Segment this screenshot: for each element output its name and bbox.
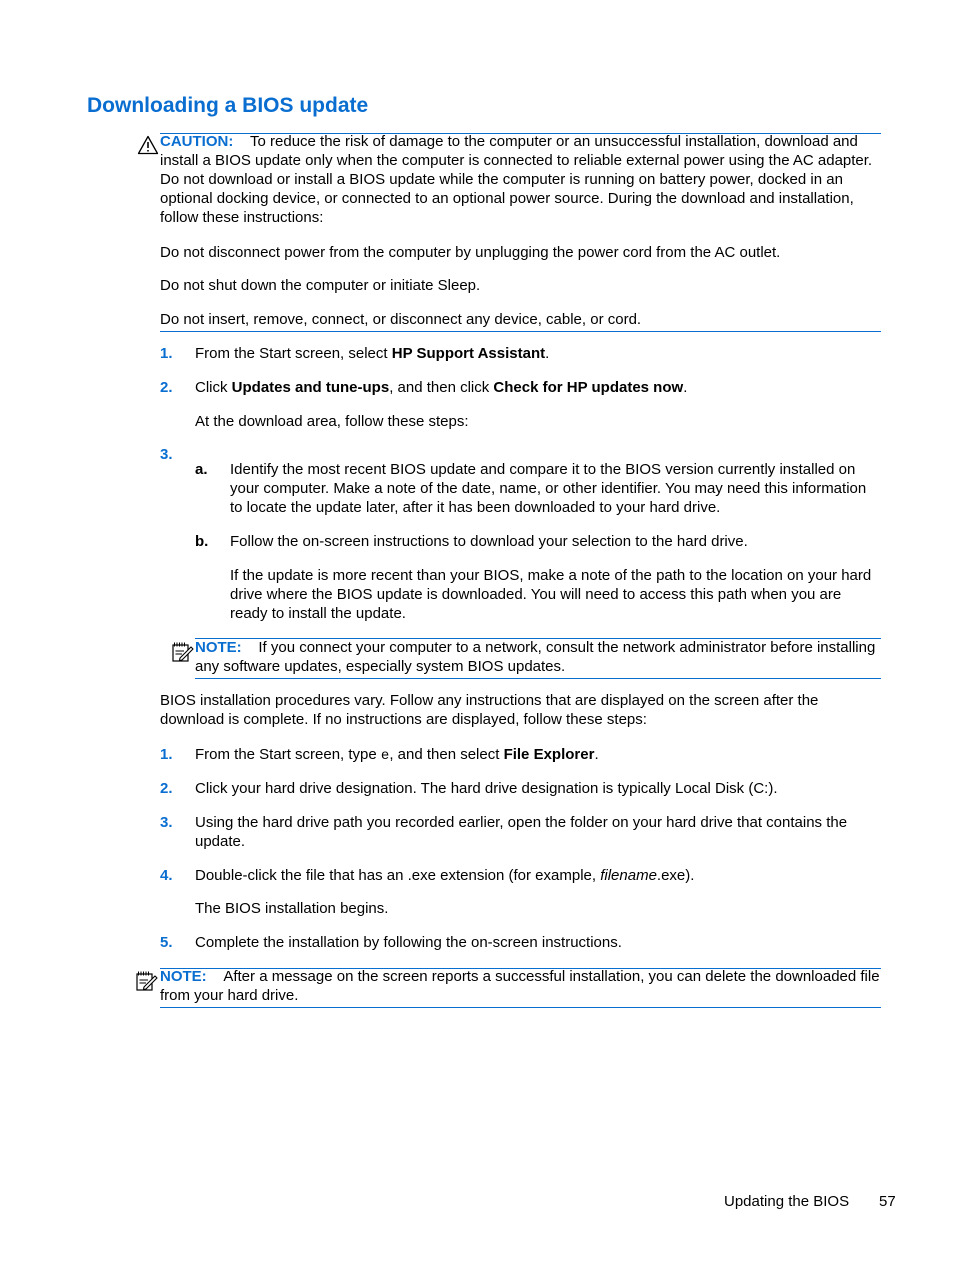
install-step1-post: .: [594, 746, 599, 763]
step2-note: At the download area, follow these steps:: [195, 413, 469, 430]
install-step3-text: Using the hard drive path you recorded earlier, open the folder on your hard drive that contains the update.: [195, 814, 848, 850]
step3-number: 3.: [160, 446, 173, 463]
typed-key: e: [380, 748, 390, 764]
step2-text: [195, 378, 881, 397]
note1-paragraph: [195, 638, 882, 676]
step2-mid: , and then click: [389, 379, 494, 396]
note2-paragraph: [160, 967, 882, 1005]
note2-label: NOTE:: [160, 968, 207, 985]
caution-label: CAUTION:: [160, 133, 234, 150]
step1-pre: From the Start screen, select: [195, 345, 392, 362]
note1-bottom-rule: [195, 678, 881, 679]
install-step4-text: [195, 866, 881, 885]
install-step4-pre: Double-click the file that has an .exe extension (for example,: [195, 867, 601, 884]
install-step4-note: The BIOS installation begins.: [195, 900, 389, 917]
substep-a-text: Identify the most recent BIOS update and compare it to the BIOS version currently installed on your computer. Make a note of the date, name, or other identifier. You may need this information to locate the update later, after it has been downloaded to your hard drive.: [230, 461, 867, 516]
file-explorer: File Explorer: [503, 746, 595, 763]
note2-bottom-rule: [160, 1007, 881, 1008]
substep-b-note: If the update is more recent than your BIOS, make a note of the path to the location on your hard drive where the BIOS update is downloaded. You will need to access this path when you are ready to install the update.: [230, 567, 872, 622]
caution-item-1: Do not disconnect power from the computer by unplugging the power cord from the AC outlet.: [160, 244, 781, 261]
install-step2-number: 2.: [160, 780, 173, 797]
step1-post: .: [545, 345, 550, 362]
caution-paragraph: [160, 132, 882, 227]
install-step4-post: .exe).: [656, 867, 695, 884]
install-step1-text: [195, 745, 881, 766]
check-for-hp-updates-now: Check for HP updates now: [493, 379, 684, 396]
install-step1-pre: From the Start screen, type: [195, 746, 381, 763]
install-step1-number: 1.: [160, 746, 173, 763]
step1-number: 1.: [160, 345, 173, 362]
note-pad-icon: [135, 970, 159, 992]
install-step5-text: Complete the installation by following the on-screen instructions.: [195, 934, 622, 951]
install-step2-text: Click your hard drive designation. The hard drive designation is typically Local Disk (C:).: [195, 780, 778, 797]
install-step4-number: 4.: [160, 867, 173, 884]
caution-text: To reduce the risk of damage to the computer or an unsuccessful installation, download and install a BIOS update only when the computer is connected to reliable external power using the AC adapter. Do not download or install a BIOS update while the computer is running on battery power, docked in an optional docking device, or connected to an optional power source. During the download and installation, follow these instructions:: [160, 133, 873, 226]
hp-support-assistant: HP Support Assistant: [391, 345, 546, 362]
updates-and-tune-ups: Updates and tune-ups: [231, 379, 390, 396]
caution-bottom-rule: [160, 331, 881, 332]
footer-section-title: Updating the BIOS: [724, 1193, 850, 1210]
note-pad-icon: [171, 641, 195, 663]
page-title: Downloading a BIOS update: [87, 94, 369, 117]
caution-item-3: Do not insert, remove, connect, or disconnect any device, cable, or cord.: [160, 311, 642, 328]
substep-b-text: Follow the on-screen instructions to download your selection to the hard drive.: [230, 533, 748, 550]
step2-number: 2.: [160, 379, 173, 396]
note2-text: After a message on the screen reports a successful installation, you can delete the downloaded file from your hard drive.: [160, 968, 880, 1004]
install-intro: BIOS installation procedures vary. Follow any instructions that are displayed on the screen after the download is complete. If no instructions are displayed, follow these steps:: [160, 692, 819, 728]
note1-text: If you connect your computer to a network, consult the network administrator before installing any software updates, especially system BIOS updates.: [195, 639, 876, 675]
install-step5-number: 5.: [160, 934, 173, 951]
caution-item-2: Do not shut down the computer or initiate Sleep.: [160, 277, 481, 294]
note1-label: NOTE:: [195, 639, 242, 656]
step2-post: .: [683, 379, 688, 396]
warning-triangle-icon: [137, 135, 159, 155]
substep-a-label: a.: [195, 461, 208, 478]
step1-text: [195, 344, 881, 363]
install-step3-number: 3.: [160, 814, 173, 831]
install-step1-mid: , and then select: [389, 746, 504, 763]
step2-pre: Click: [195, 379, 232, 396]
page-number: 57: [879, 1193, 896, 1210]
substep-b-label: b.: [195, 533, 209, 550]
filename-placeholder: filename: [600, 867, 657, 884]
